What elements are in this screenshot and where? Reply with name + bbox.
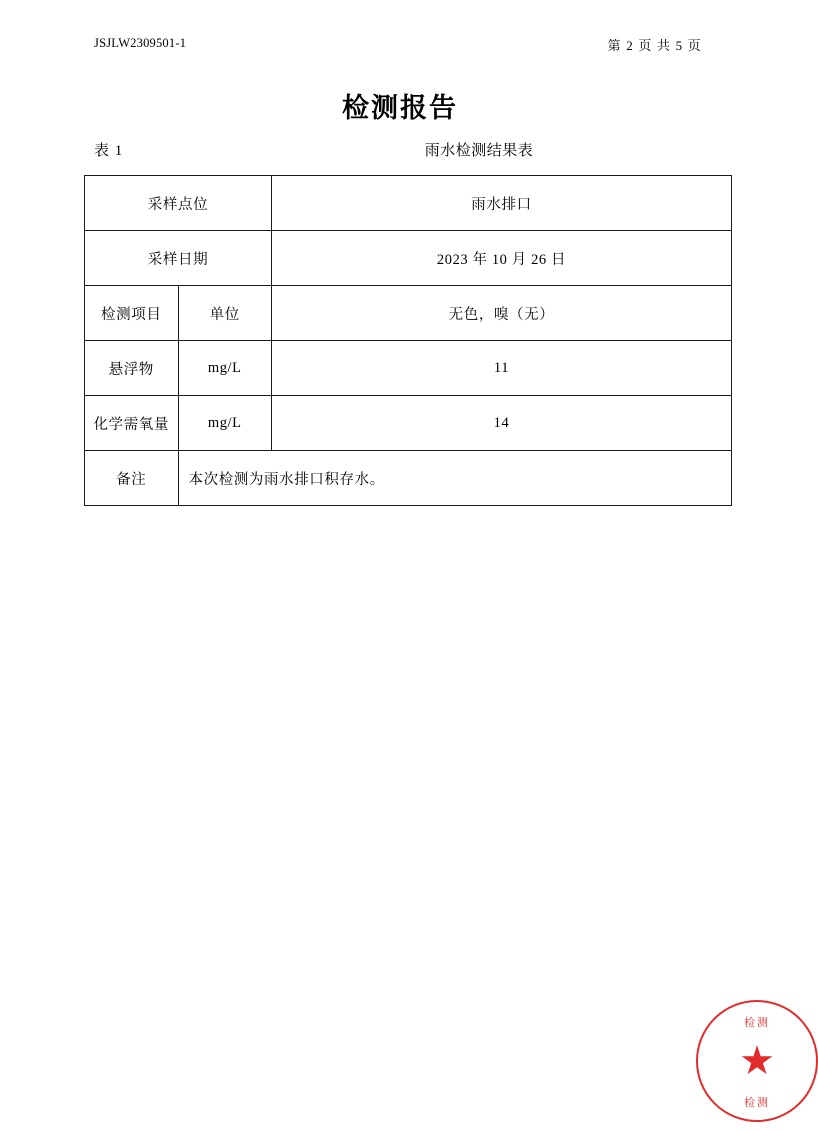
table-caption [94, 139, 714, 161]
table-row-remark [85, 451, 732, 506]
table-row [85, 176, 732, 231]
row-unit-cod: mg/L [178, 396, 272, 451]
row-label-remark: 备注 [85, 451, 179, 506]
seal-container [718, 495, 800, 1109]
seal-top-text: 检测 [744, 1017, 770, 1029]
row-value-test-item: 无色，嗅（无） [272, 286, 732, 341]
table-row [85, 341, 732, 396]
row-label-sampling-date: 采样日期 [85, 231, 272, 286]
page-indicator: 第 2 页 共 5 页 [607, 38, 702, 53]
table-row [85, 396, 732, 451]
table-caption-label: 表 1 [94, 143, 124, 159]
row-label-cod: 化学需氧量 [85, 396, 179, 451]
table-row [85, 231, 732, 286]
row-value-sampling-point: 雨水排口 [272, 176, 732, 231]
row-label-sampling-point: 采样点位 [85, 176, 272, 231]
seal-bottom-text: 检测 [744, 1097, 770, 1109]
star-icon: ★ [739, 1038, 775, 1083]
results-table [84, 175, 732, 506]
table-row [85, 286, 732, 341]
row-unit-suspended-solids: mg/L [178, 341, 272, 396]
row-label-suspended-solids: 悬浮物 [85, 341, 179, 396]
table-caption-title: 雨水检测结果表 [424, 143, 534, 159]
row-label-test-item: 检测项目 [85, 286, 179, 341]
row-unit-test-item: 单位 [178, 286, 272, 341]
row-value-sampling-date: 2023 年 10 月 26 日 [272, 231, 732, 286]
row-value-cod: 14 [272, 396, 732, 451]
row-value-remark: 本次检测为雨水排口积存水。 [178, 451, 732, 506]
page-title: 检测报告 [342, 93, 458, 124]
row-value-suspended-solids: 11 [272, 341, 732, 396]
document-code: JSJLW2309501-1 [94, 36, 187, 50]
official-seal [696, 1000, 818, 1122]
